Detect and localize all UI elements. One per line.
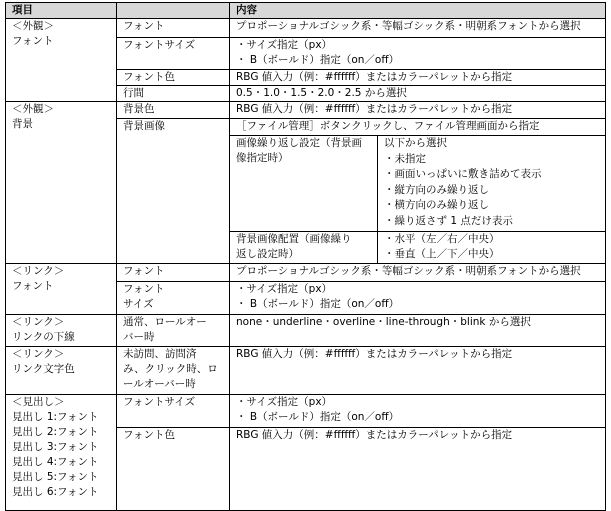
border-line [116, 85, 606, 86]
nested-option: ・垂直（上／下／中央） [384, 248, 500, 260]
content-line: RBG 値入力（例：#ffffff）またはカラーパレットから指定 [236, 71, 513, 83]
content-cell [230, 428, 605, 510]
item-cell [6, 102, 116, 262]
nested-options-cell [378, 232, 605, 262]
sub-line: み、クリック時、ロ [123, 363, 218, 375]
content-cell [230, 102, 605, 118]
border-line [5, 101, 606, 102]
sub-line: 背景色 [123, 103, 155, 115]
border-line [5, 394, 606, 395]
item-line: 見出し 3:フォント [12, 441, 99, 453]
sub-cell [117, 102, 229, 118]
nested-options-cell [378, 136, 605, 231]
content-line: none・underline・overline・line-through・blink から選択 [236, 316, 531, 328]
content-cell [230, 19, 605, 37]
sub-line: フォント [123, 265, 165, 277]
item-line: 背景 [12, 118, 33, 130]
content-cell [230, 38, 605, 69]
border-line [229, 231, 606, 232]
header-cell-content [230, 3, 605, 18]
border-line [5, 2, 606, 3]
border-line [5, 2, 6, 511]
nested-option: 以下から選択 [384, 137, 447, 149]
content-line: ・ B（ボールド）指定（on／off） [236, 411, 400, 423]
item-line: ＜外観＞ [12, 103, 54, 115]
content-line: ・サイズ指定（px） [236, 396, 333, 408]
border-line [5, 314, 606, 315]
content-line: プロポーショナルゴシック系・等幅ゴシック系・明朝系フォントから選択 [236, 20, 581, 32]
item-line: ＜見出し＞ [12, 396, 65, 408]
item-cell [6, 347, 116, 394]
item-line: 見出し 1:フォント [12, 411, 99, 423]
sub-cell [117, 315, 229, 346]
sub-cell [117, 38, 229, 69]
border-line [116, 37, 606, 38]
border-line [605, 2, 606, 511]
item-line: フォント [12, 35, 54, 47]
sub-cell [117, 395, 229, 427]
item-line: 見出し 5:フォント [12, 471, 99, 483]
border-line [116, 281, 606, 282]
content-line: RBG 値入力（例：#ffffff）またはカラーパレットから指定 [236, 103, 513, 115]
item-line: 見出し 6:フォント [12, 486, 99, 498]
nested-label-cell [230, 136, 377, 231]
border-line [116, 118, 606, 119]
sub-line: フォント色 [123, 429, 175, 441]
sub-line: フォント [123, 20, 165, 32]
border-line [229, 2, 230, 511]
sub-line: 行間 [123, 87, 144, 99]
item-cell [6, 315, 116, 346]
content-line: ・サイズ指定（px） [236, 283, 333, 295]
sub-cell [117, 119, 229, 262]
sub-line: 通常、ロールオー [123, 316, 207, 328]
content-line: 0.5・1.0・1.5・2.0・2.5 から選択 [236, 87, 407, 99]
border-line [116, 69, 606, 70]
nested-label-line: 背景画像配置（画像繰り [236, 233, 352, 245]
content-line: ［ファイル管理］ボタンクリックし、ファイル管理画面から指定 [236, 120, 540, 132]
border-line [377, 135, 378, 263]
content-line: ・サイズ指定（px） [236, 39, 333, 51]
border-line [5, 18, 606, 19]
sub-line: ールオーバー時 [123, 378, 196, 390]
sub-line: フォント [123, 283, 165, 295]
sub-cell [117, 19, 229, 37]
item-line: リンクの下線 [12, 331, 75, 343]
border-line [116, 427, 606, 428]
content-line: プロポーショナルゴシック系・等幅ゴシック系・明朝系フォントから選択 [236, 265, 581, 277]
sub-cell [117, 86, 229, 101]
sub-line: 未訪問、訪問済 [123, 348, 197, 360]
content-cell [230, 315, 605, 346]
sub-cell [117, 264, 229, 281]
sub-line: バー時 [123, 331, 155, 343]
nested-option: ・水平（左／右／中央） [384, 233, 500, 245]
nested-option: ・縦方向のみ繰り返し [384, 183, 489, 196]
nested-option: ・横方向のみ繰り返し [384, 199, 489, 211]
content-line: RBG 値入力（例：#ffffff）またはカラーパレットから指定 [236, 348, 513, 360]
item-line: ＜外観＞ [12, 20, 54, 32]
nested-option: ・繰り返さず 1 点だけ表示 [384, 214, 513, 227]
content-line: RBG 値入力（例：#ffffff）またはカラーパレットから指定 [236, 429, 513, 441]
item-line: 見出し 2:フォント [12, 426, 99, 438]
content-cell [230, 264, 605, 281]
item-cell [6, 395, 116, 510]
border-line [229, 135, 606, 136]
header-cell-item [6, 3, 116, 18]
content-cell [230, 347, 605, 394]
header-content-label: 内容 [236, 4, 257, 16]
item-line: ＜リンク＞ [12, 316, 65, 328]
content-cell [230, 119, 605, 135]
content-line: ・ B（ボールド）指定（on／off） [236, 54, 400, 66]
sub-line: 背景画像 [123, 120, 165, 132]
sub-cell [117, 282, 229, 314]
sub-cell [117, 347, 229, 394]
nested-label-line: 返し設定時） [236, 248, 299, 260]
item-line: ＜リンク＞ [12, 265, 65, 277]
content-cell [230, 70, 605, 85]
sub-line: フォントサイズ [123, 396, 196, 408]
border-line [116, 2, 117, 511]
sub-line: サイズ [123, 298, 154, 310]
item-cell [6, 264, 116, 314]
item-line: 見出し 4:フォント [12, 456, 99, 468]
nested-option: ・画面いっぱいに敷き詰めて表示 [384, 168, 542, 180]
header-item-label: 項目 [12, 4, 33, 16]
nested-label-line: 像指定時） [236, 152, 289, 164]
content-cell [230, 282, 605, 314]
header-cell-sub [117, 3, 229, 18]
nested-option: ・未指定 [384, 152, 426, 165]
content-cell [230, 86, 605, 101]
content-line: ・ B（ボールド）指定（on／off） [236, 298, 400, 310]
item-line: リンク文字色 [12, 363, 75, 375]
sub-cell [117, 428, 229, 510]
border-line [5, 346, 606, 347]
sub-cell [117, 70, 229, 85]
border-line [5, 263, 606, 264]
nested-label-line: 画像繰り返し設定（背景画 [236, 137, 362, 149]
sub-line: フォント色 [123, 71, 175, 83]
item-line: ＜リンク＞ [12, 348, 65, 360]
content-cell [230, 395, 605, 427]
item-line: フォント [12, 280, 54, 292]
nested-label-cell [230, 232, 377, 262]
sub-line: フォントサイズ [123, 39, 196, 51]
